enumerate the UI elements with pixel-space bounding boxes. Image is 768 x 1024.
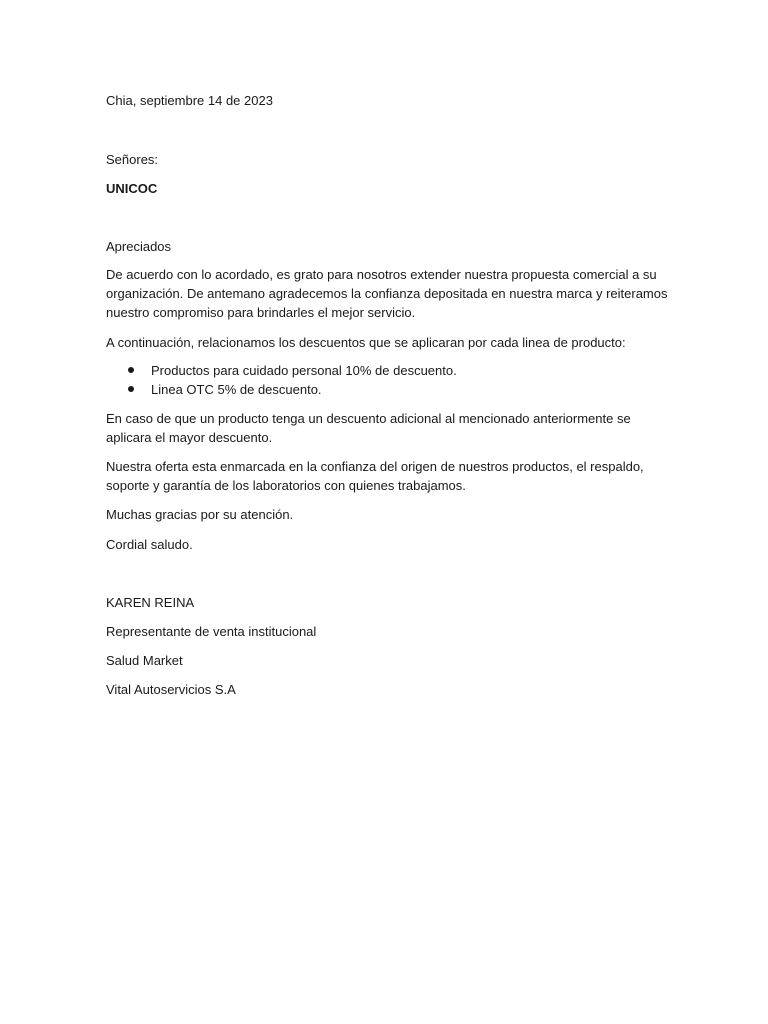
paragraph-line: soporte y garantía de los laboratorios con quienes trabajamos. bbox=[106, 478, 466, 493]
signature-organization: Vital Autoservicios S.A bbox=[106, 682, 236, 697]
list-item bbox=[106, 361, 666, 380]
thanks-line: Muchas gracias por su atención. bbox=[106, 507, 294, 522]
recipient-label: Señores: bbox=[106, 152, 159, 167]
paragraph-additional-discount bbox=[106, 409, 666, 447]
paragraph-intro bbox=[106, 265, 666, 322]
paragraph-line: De acuerdo con lo acordado, es grato para nosotros extender nuestra propuesta comercial a su bbox=[106, 267, 657, 282]
paragraph-line: aplicara el mayor descuento. bbox=[106, 430, 273, 445]
signature-name: KAREN REINA bbox=[106, 595, 195, 610]
bullet-icon bbox=[128, 386, 134, 392]
signature-role: Representante de venta institucional bbox=[106, 624, 317, 639]
paragraph-discounts-intro: A continuación, relacionamos los descuentos que se aplicaran por cada linea de producto: bbox=[106, 335, 626, 350]
paragraph-line: organización. De antemano agradecemos la confianza depositada en nuestra marca y reiteramos bbox=[106, 286, 668, 301]
list-item bbox=[106, 380, 666, 399]
closing-line: Cordial saludo. bbox=[106, 537, 193, 552]
paragraph-line: Nuestra oferta esta enmarcada en la confianza del origen de nuestros productos, el respaldo, bbox=[106, 459, 644, 474]
date-line: Chia, septiembre 14 de 2023 bbox=[106, 93, 273, 108]
paragraph-line: nuestro compromiso para brindarles el mejor servicio. bbox=[106, 305, 416, 320]
discount-list bbox=[106, 361, 666, 399]
paragraph-offer bbox=[106, 457, 666, 495]
list-item-text: Linea OTC 5% de descuento. bbox=[151, 382, 322, 397]
recipient-name: UNICOC bbox=[106, 181, 158, 196]
list-item-text: Productos para cuidado personal 10% de descuento. bbox=[151, 363, 457, 378]
bullet-icon bbox=[128, 367, 134, 373]
signature-company: Salud Market bbox=[106, 653, 183, 668]
greeting: Apreciados bbox=[106, 239, 172, 254]
paragraph-line: En caso de que un producto tenga un descuento adicional al mencionado anteriormente se bbox=[106, 411, 631, 426]
